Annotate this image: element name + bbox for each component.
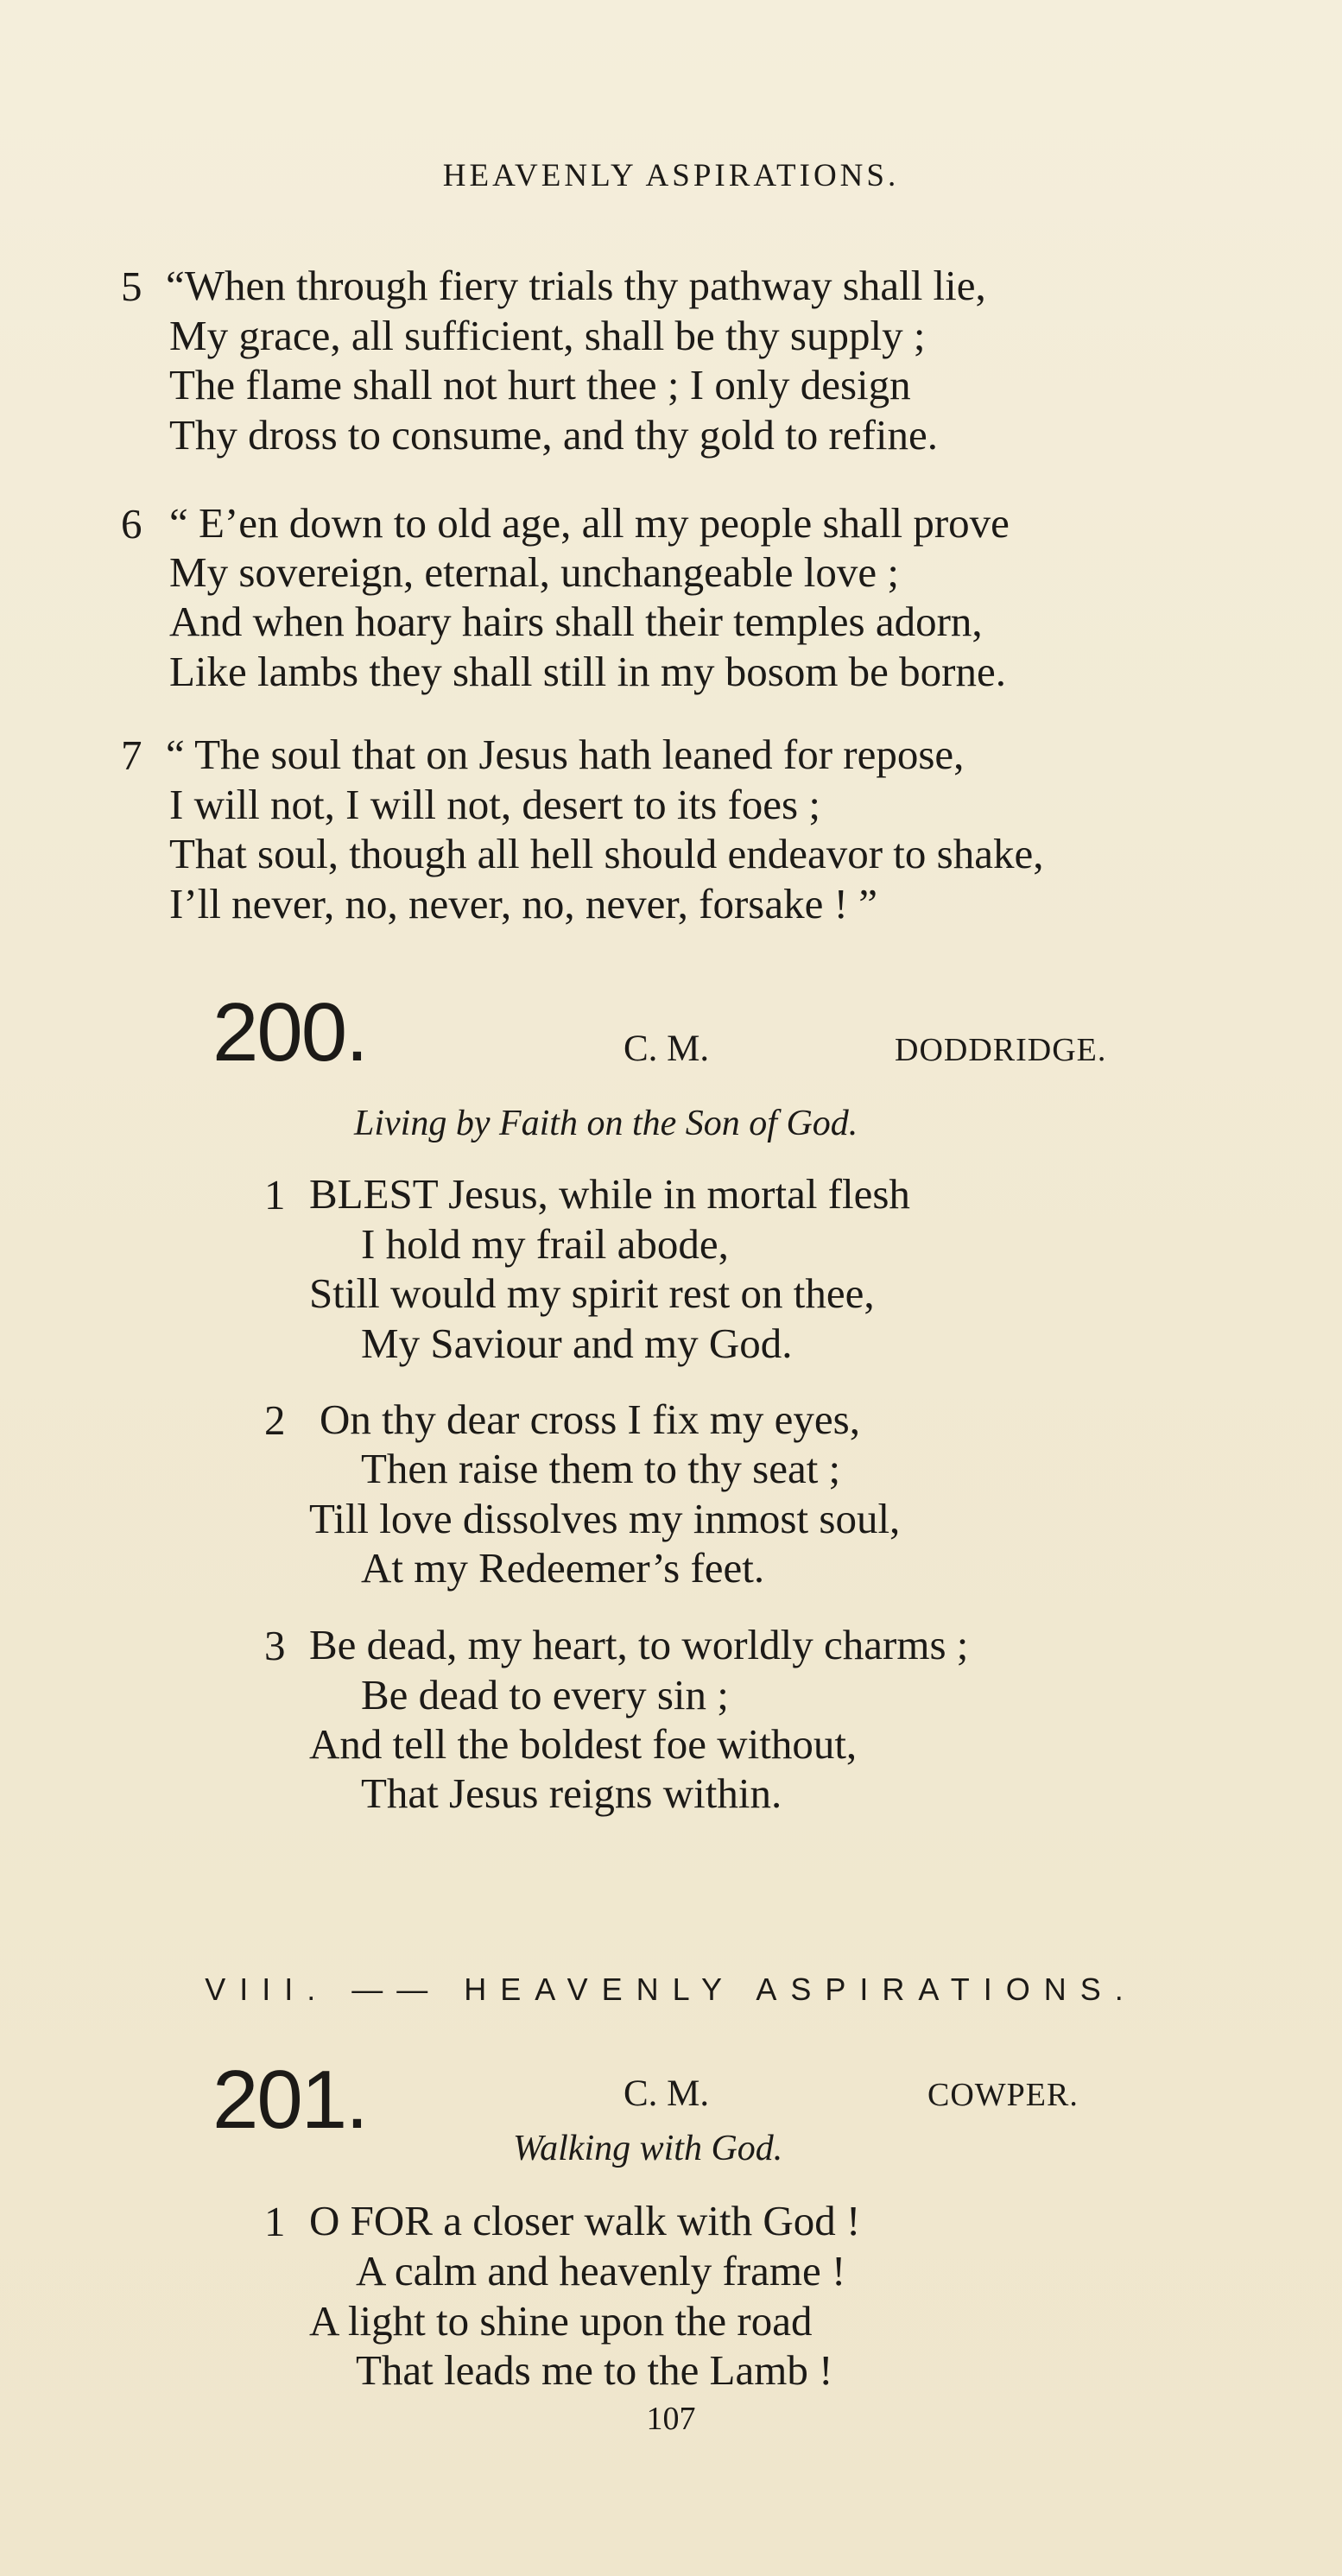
verse-line: “ E’en down to old age, all my people shall prove bbox=[169, 499, 1010, 547]
page-number: 107 bbox=[646, 2401, 696, 2437]
verse-line: My grace, all sufficient, shall be thy supply ; bbox=[169, 312, 926, 359]
verse-number: 3 bbox=[264, 1622, 286, 1669]
hymn-meter: C. M. bbox=[624, 2073, 710, 2114]
verse-line: A light to shine upon the road bbox=[309, 2297, 813, 2345]
verse-line: That Jesus reigns within. bbox=[361, 1769, 782, 1817]
verse-line: That leads me to the Lamb ! bbox=[356, 2346, 833, 2394]
verse-line: I’ll never, no, never, no, never, forsake ! ” bbox=[169, 880, 877, 927]
hymn-title: Walking with God. bbox=[513, 2129, 783, 2168]
verse-number: 1 bbox=[264, 1171, 286, 1218]
verse-line: That soul, though all hell should endeavor to shake, bbox=[169, 830, 1044, 877]
verse-number: 1 bbox=[264, 2198, 286, 2245]
verse-line: I will not, I will not, desert to its foes ; bbox=[169, 781, 820, 828]
verse-line: At my Redeemer’s feet. bbox=[361, 1544, 765, 1592]
hymn-author: COWPER. bbox=[927, 2077, 1079, 2113]
hymn-number: 201. bbox=[212, 2054, 367, 2146]
hymn-meter: C. M. bbox=[624, 1029, 710, 1069]
verse-number: 2 bbox=[264, 1396, 286, 1444]
verse-number: 5 bbox=[121, 263, 142, 310]
verse-line: BLEST Jesus, while in mortal flesh bbox=[309, 1170, 910, 1218]
verse-number: 6 bbox=[121, 500, 142, 547]
verse-line: On thy dear cross I fix my eyes, bbox=[320, 1396, 860, 1443]
verse-line: Still would my spirit rest on thee, bbox=[309, 1269, 875, 1317]
verse-line: Till love dissolves my inmost soul, bbox=[309, 1495, 901, 1542]
verse-line: My sovereign, eternal, unchangeable love ; bbox=[169, 548, 899, 596]
verse-line: A calm and heavenly frame ! bbox=[356, 2247, 846, 2294]
verse-line: “When through fiery trials thy pathway shall lie, bbox=[166, 262, 986, 309]
verse-line: My Saviour and my God. bbox=[361, 1320, 793, 1367]
verse-line: And tell the boldest foe without, bbox=[309, 1720, 858, 1768]
verse-line: O FOR a closer walk with God ! bbox=[309, 2197, 861, 2244]
hymn-author: DODDRIDGE. bbox=[895, 1032, 1107, 1068]
verse-line: Thy dross to consume, and thy gold to refine. bbox=[169, 411, 939, 459]
verse-line: The flame shall not hurt thee ; I only design bbox=[169, 361, 911, 408]
verse-line: And when hoary hairs shall their temples adorn, bbox=[169, 598, 983, 645]
verse-line: Be dead, my heart, to worldly charms ; bbox=[309, 1621, 969, 1668]
hymn-number: 200. bbox=[212, 986, 367, 1079]
verse-line: I hold my frail abode, bbox=[361, 1220, 729, 1268]
verse-line: “ The soul that on Jesus hath leaned for repose, bbox=[166, 731, 965, 778]
verse-line: Be dead to every sin ; bbox=[361, 1671, 729, 1718]
verse-number: 7 bbox=[121, 731, 142, 779]
verse-line: Then raise them to thy seat ; bbox=[361, 1445, 841, 1492]
section-heading: VIII. —— HEAVENLY ASPIRATIONS. bbox=[205, 1972, 1137, 2007]
running-head: HEAVENLY ASPIRATIONS. bbox=[442, 158, 900, 193]
verse-line: Like lambs they shall still in my bosom be borne. bbox=[169, 648, 1006, 695]
hymn-title: Living by Faith on the Son of God. bbox=[354, 1104, 858, 1143]
